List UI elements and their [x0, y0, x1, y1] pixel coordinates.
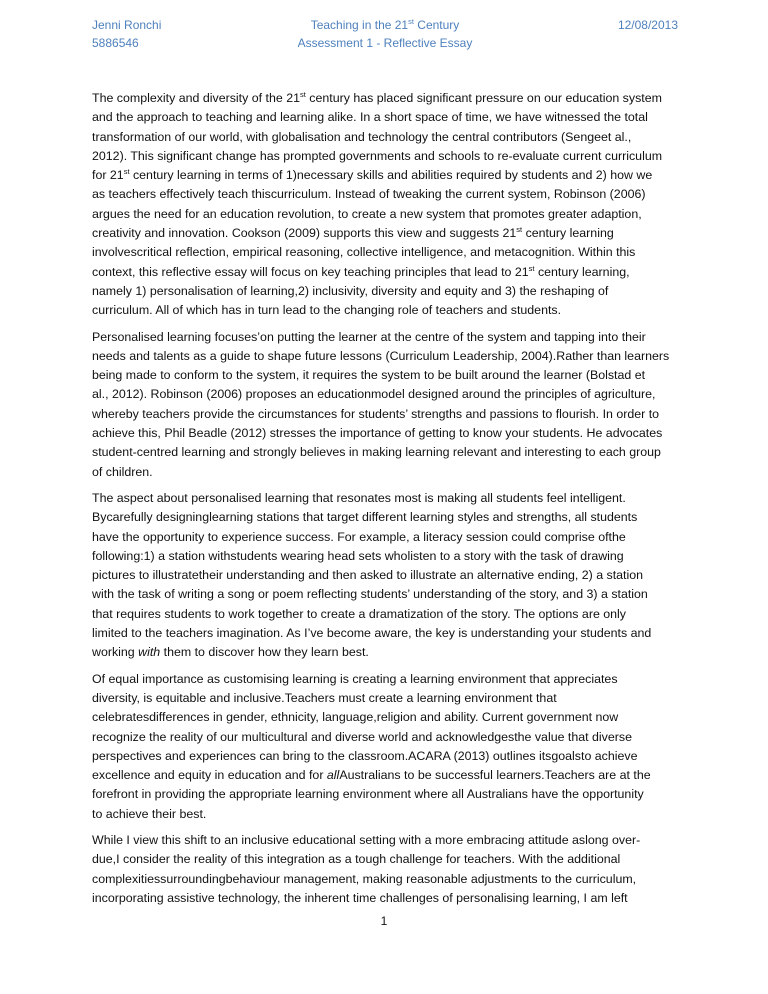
text-run: to achieve their best. — [92, 806, 207, 821]
text-run: of children. — [92, 464, 153, 479]
text-line — [92, 243, 682, 262]
text-line — [92, 850, 682, 869]
course-title-sup: st — [408, 17, 414, 26]
text-run: involvescritical reflection, empirical reasoning, collective intelligence, and metacognition. Within this — [92, 245, 636, 260]
text-run: perspectives and experiences can bring to the classroom.ACARA (2013) outlines itsgoalsto achieve — [92, 748, 638, 763]
text-line — [92, 766, 682, 785]
text-line — [92, 605, 682, 624]
text-run: century learning in terms of 1)necessary skills and abilities required by students and 2) how we — [129, 168, 653, 183]
paragraph — [92, 831, 682, 908]
text-run: diversity, is equitable and inclusive.Teachers must create a learning environment that — [92, 690, 557, 705]
text-line — [92, 443, 682, 462]
text-line — [92, 624, 682, 643]
text-run: argues the need for an education revolution, to create a new system that promotes greater adaption, — [92, 206, 642, 221]
course-title — [92, 16, 678, 34]
emphasis: all — [326, 768, 340, 783]
text-run: 2012). This significant change has prompted governments and schools to re-evaluate current curriculum — [92, 148, 663, 163]
text-line — [92, 805, 682, 824]
text-run: excellence and equity in education and for — [92, 768, 327, 783]
text-run: following:1) a station withstudents wearing head sets wholisten to a story with the task of drawing — [92, 548, 624, 563]
document-date: 12/08/2013 — [617, 18, 678, 32]
text-line — [92, 831, 682, 850]
text-run: al., 2012). Robinson (2006) proposes an educationmodel designed around the principles of agriculture, — [92, 387, 656, 402]
superscript: st — [528, 263, 535, 273]
paragraph — [92, 328, 682, 482]
text-run: incorporating assistive technology, the inherent time challenges of personalising learning, I am left — [92, 890, 628, 905]
text-run: student-centred learning and strongly believes in making learning relevant and interesting to each group — [92, 445, 661, 460]
text-line — [92, 670, 682, 689]
text-line — [92, 689, 682, 708]
paragraph — [92, 670, 682, 824]
text-line — [92, 224, 682, 243]
text-run: curriculum. All of which has in turn lead to the changing role of teachers and students. — [92, 303, 562, 318]
text-line — [92, 728, 682, 747]
text-run: recognize the reality of our multicultural and diverse world and acknowledgesthe value that diverse — [92, 729, 632, 744]
text-line — [92, 108, 682, 127]
text-run: While I view this shift to an inclusive educational setting with a more embracing attitude aslong over- — [92, 832, 641, 847]
text-run: The complexity and diversity of the 21 — [92, 91, 300, 105]
text-line — [92, 889, 682, 908]
header-center — [92, 16, 678, 52]
text-line — [92, 870, 682, 889]
course-title-suffix: Century — [413, 18, 460, 32]
text-run: century learning, — [534, 264, 630, 279]
text-run: with the task of writing a song or poem reflecting students’ understanding of the story, and 3) a station — [92, 587, 648, 602]
text-run: Personalised learning focuses’on putting the learner at the centre of the system and tapping into their — [92, 329, 646, 344]
text-line — [92, 528, 682, 547]
page-header — [92, 16, 678, 80]
text-run: as teachers effectively teach thiscurriculum. Instead of tweaking the current system, Robinson (2006) — [92, 187, 646, 202]
text-run: Of equal importance as customising learning is creating a learning environment that appreciates — [92, 671, 618, 686]
text-line — [92, 128, 682, 147]
text-line — [92, 328, 682, 347]
text-line — [92, 385, 682, 404]
text-line — [92, 547, 682, 566]
text-line — [92, 263, 682, 282]
text-run: complexitiessurroundingbehaviour management, making reasonable adjustments to the curriculum, — [92, 871, 637, 886]
text-run: and the approach to teaching and learning alike. In a short space of time, we have witnessed the total — [92, 110, 648, 125]
text-line — [92, 489, 682, 508]
text-line — [92, 643, 682, 662]
superscript: st — [300, 89, 306, 99]
emphasis: with — [138, 645, 161, 660]
text-line — [92, 508, 682, 527]
text-run: forefront in providing the appropriate learning environment where all Australians have the opportunity — [92, 787, 644, 802]
text-run: transformation of our world, with globalisation and technology the central contributors (Sengeet al., — [92, 129, 632, 144]
text-line — [92, 585, 682, 604]
text-line — [92, 301, 682, 320]
text-run: whereby teachers provide the circumstances for students’ strengths and passions to flourish. In order to — [92, 406, 660, 421]
text-line — [92, 405, 682, 424]
text-run: namely 1) personalisation of learning,2) inclusivity, diversity and equity and 3) the reshaping of — [92, 283, 609, 298]
superscript: st — [516, 224, 523, 234]
text-run: The aspect about personalised learning that resonates most is making all students feel intelligent. — [92, 490, 626, 505]
text-line — [92, 424, 682, 443]
text-line — [92, 366, 682, 385]
author-name: Jenni Ronchi — [92, 18, 162, 32]
text-run: them to discover how they learn best. — [160, 645, 369, 660]
text-run: celebratesdifferences in gender, ethnicity, language,religion and ability. Current government now — [92, 710, 619, 725]
text-line — [92, 747, 682, 766]
text-run: needs and talents as a guide to shape future lessons (Curriculum Leadership, 2004).Rather than learners — [92, 348, 670, 363]
text-line — [92, 205, 682, 224]
text-run: being made to conform to the system, it requires the system to be built around the learner (Bolstad et — [92, 368, 646, 383]
text-line — [92, 282, 682, 301]
paragraph — [92, 489, 682, 663]
text-line — [92, 147, 682, 166]
text-run: have the opportunity to experience success. For example, a literacy session could comprise ofthe — [92, 529, 626, 544]
course-title-prefix: Teaching in the 21 — [310, 18, 409, 32]
text-line — [92, 785, 682, 804]
text-run: achieve this, Phil Beadle (2012) stresses the importance of getting to know your students. He advocates — [92, 426, 663, 441]
text-run: Australians to be successful learners.Teachers are at the — [339, 768, 651, 783]
header-right — [618, 16, 678, 34]
text-line — [92, 89, 682, 108]
paragraph — [92, 89, 682, 321]
superscript: st — [123, 167, 130, 177]
text-line — [92, 347, 682, 366]
text-run: century learning — [522, 226, 614, 241]
text-run: limited to the teachers imagination. As I’ve become aware, the key is understanding your students and — [92, 626, 652, 641]
essay-body — [92, 89, 682, 915]
text-run: working — [92, 645, 139, 660]
student-id: 5886546 — [92, 36, 139, 50]
text-line — [92, 708, 682, 727]
text-run: due,I consider the reality of this integration as a tough challenge for teachers. With the additional — [92, 852, 621, 867]
text-line — [92, 166, 682, 185]
text-line — [92, 566, 682, 585]
text-run: that requires students to work together to create a dramatization of the story. The options are only — [92, 606, 627, 621]
text-line — [92, 463, 682, 482]
text-run: context, this reflective essay will focus on key teaching principles that lead to 21 — [92, 264, 529, 279]
text-run: century has placed significant pressure on our education system — [305, 91, 662, 105]
text-run: creativity and innovation. Cookson (2009) supports this view and suggests 21 — [92, 226, 517, 241]
text-run: Bycarefully designinglearning stations that target different learning styles and strengths, all students — [92, 510, 638, 525]
text-run: pictures to illustratetheir understanding and then asked to illustrate an alternative ending, 2) a station — [92, 568, 644, 583]
text-run: for 21 — [92, 168, 124, 183]
text-line — [92, 185, 682, 204]
assessment-title: Assessment 1 - Reflective Essay — [297, 36, 473, 50]
page-number: 1 — [380, 914, 388, 928]
